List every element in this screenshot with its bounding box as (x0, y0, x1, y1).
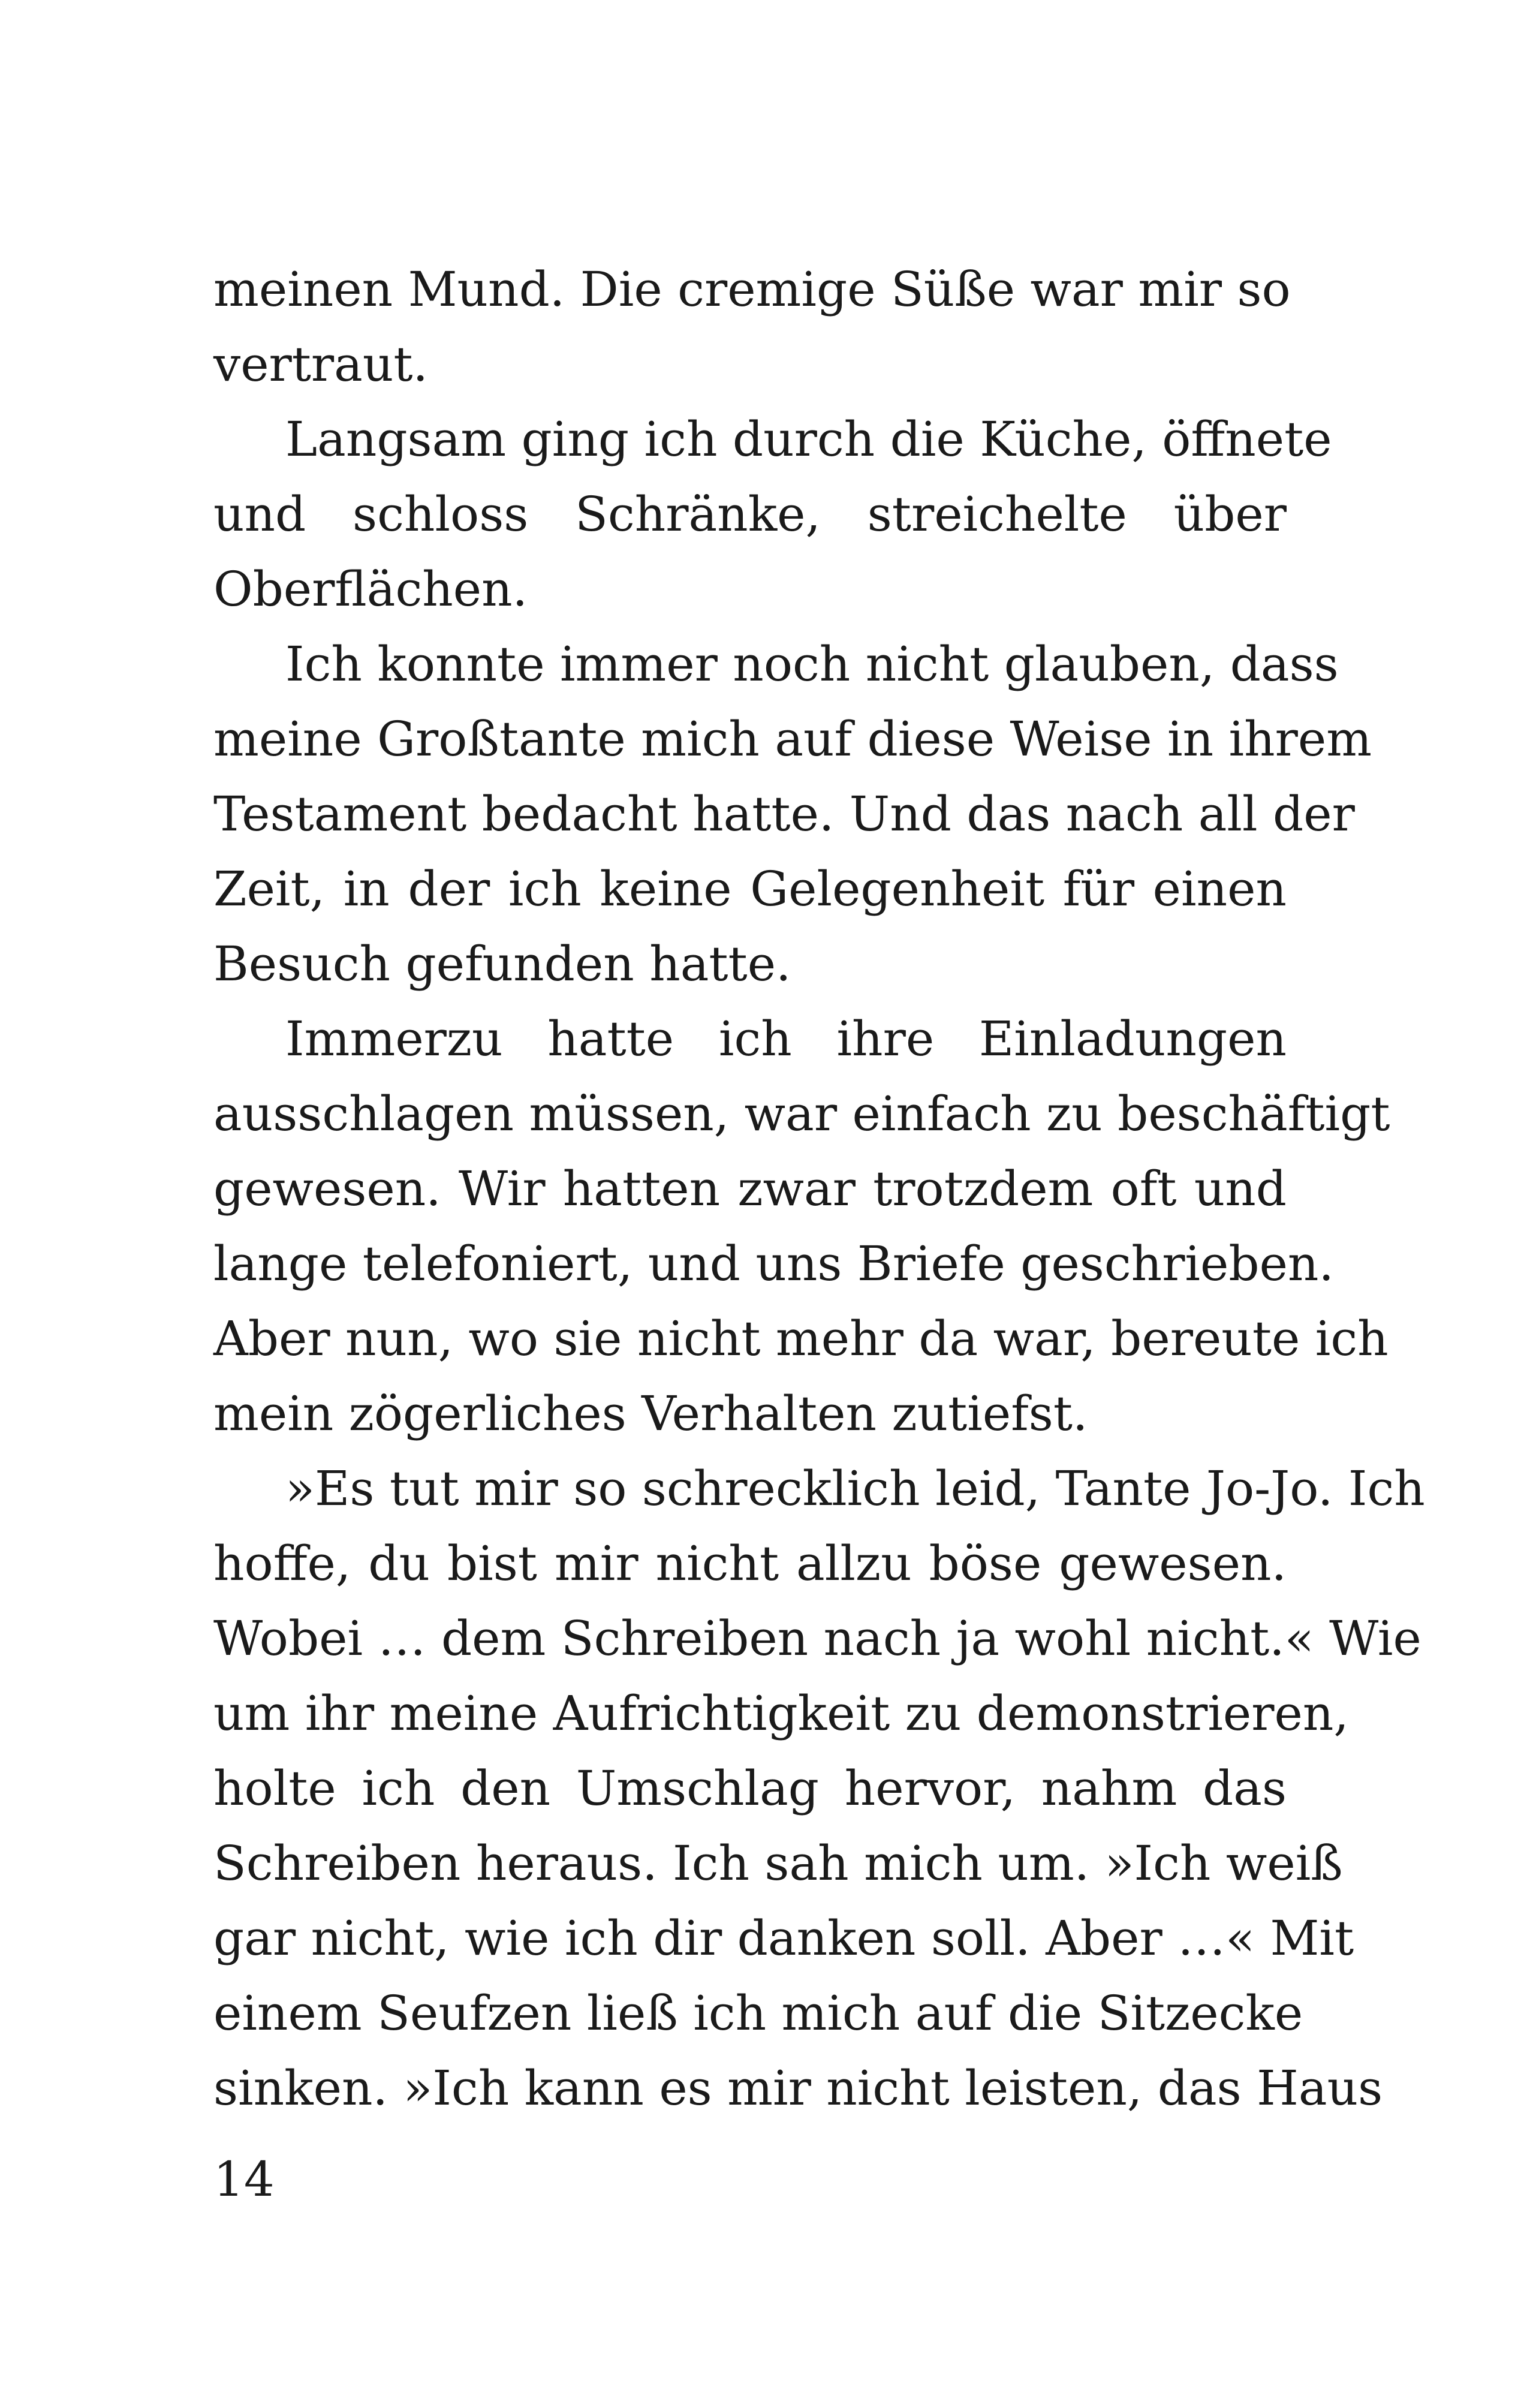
text-line: hoffe, du bist mir nicht allzu böse gewesen. (213, 1536, 1287, 1591)
text-line: gar nicht, wie ich dir danken soll. Aber …« Mit (213, 1910, 1354, 1966)
text-line: Testament bedacht hatte. Und das nach all der (213, 786, 1355, 842)
text-line: meine Großtante mich auf diese Weise in ihrem (213, 711, 1372, 767)
text-line: vertraut. (213, 336, 428, 392)
text-line: Wobei … dem Schreiben nach ja wohl nicht.« Wie (213, 1611, 1421, 1666)
page-number: 14 (213, 2151, 275, 2207)
text-line: mein zögerliches Verhalten zutiefst. (213, 1386, 1088, 1441)
text-line: Aber nun, wo sie nicht mehr da war, bereute ich (213, 1311, 1389, 1366)
text-line: meinen Mund. Die cremige Süße war mir so (213, 261, 1291, 317)
text-line: Schreiben heraus. Ich sah mich um. »Ich weiß (213, 1835, 1343, 1891)
text-line: holte ich den Umschlag hervor, nahm das (213, 1760, 1287, 1816)
text-line: »Es tut mir so schrecklich leid, Tante Jo-Jo. Ich (285, 1461, 1425, 1516)
text-line: Besuch gefunden hatte. (213, 936, 791, 992)
text-line: Ich konnte immer noch nicht glauben, dass (285, 636, 1339, 692)
text-line: ausschlagen müssen, war einfach zu beschäftigt (213, 1086, 1390, 1142)
text-line: Immerzu hatte ich ihre Einladungen (285, 1011, 1287, 1067)
body-text (213, 252, 1425, 2126)
text-line: um ihr meine Aufrichtigkeit zu demonstrieren, (213, 1685, 1349, 1741)
text-line: Zeit, in der ich keine Gelegenheit für einen (213, 861, 1287, 917)
text-line: einem Seufzen ließ ich mich auf die Sitzecke (213, 1985, 1303, 2041)
text-line: Oberflächen. (213, 561, 528, 617)
text-line: Langsam ging ich durch die Küche, öffnete (285, 411, 1332, 467)
text-line: und schloss Schränke, streichelte über (213, 486, 1287, 542)
text-line: gewesen. Wir hatten zwar trotzdem oft und (213, 1161, 1287, 1217)
text-line: lange telefoniert, und uns Briefe geschrieben. (213, 1236, 1334, 1292)
text-line: sinken. »Ich kann es mir nicht leisten, das Haus (213, 2060, 1383, 2116)
